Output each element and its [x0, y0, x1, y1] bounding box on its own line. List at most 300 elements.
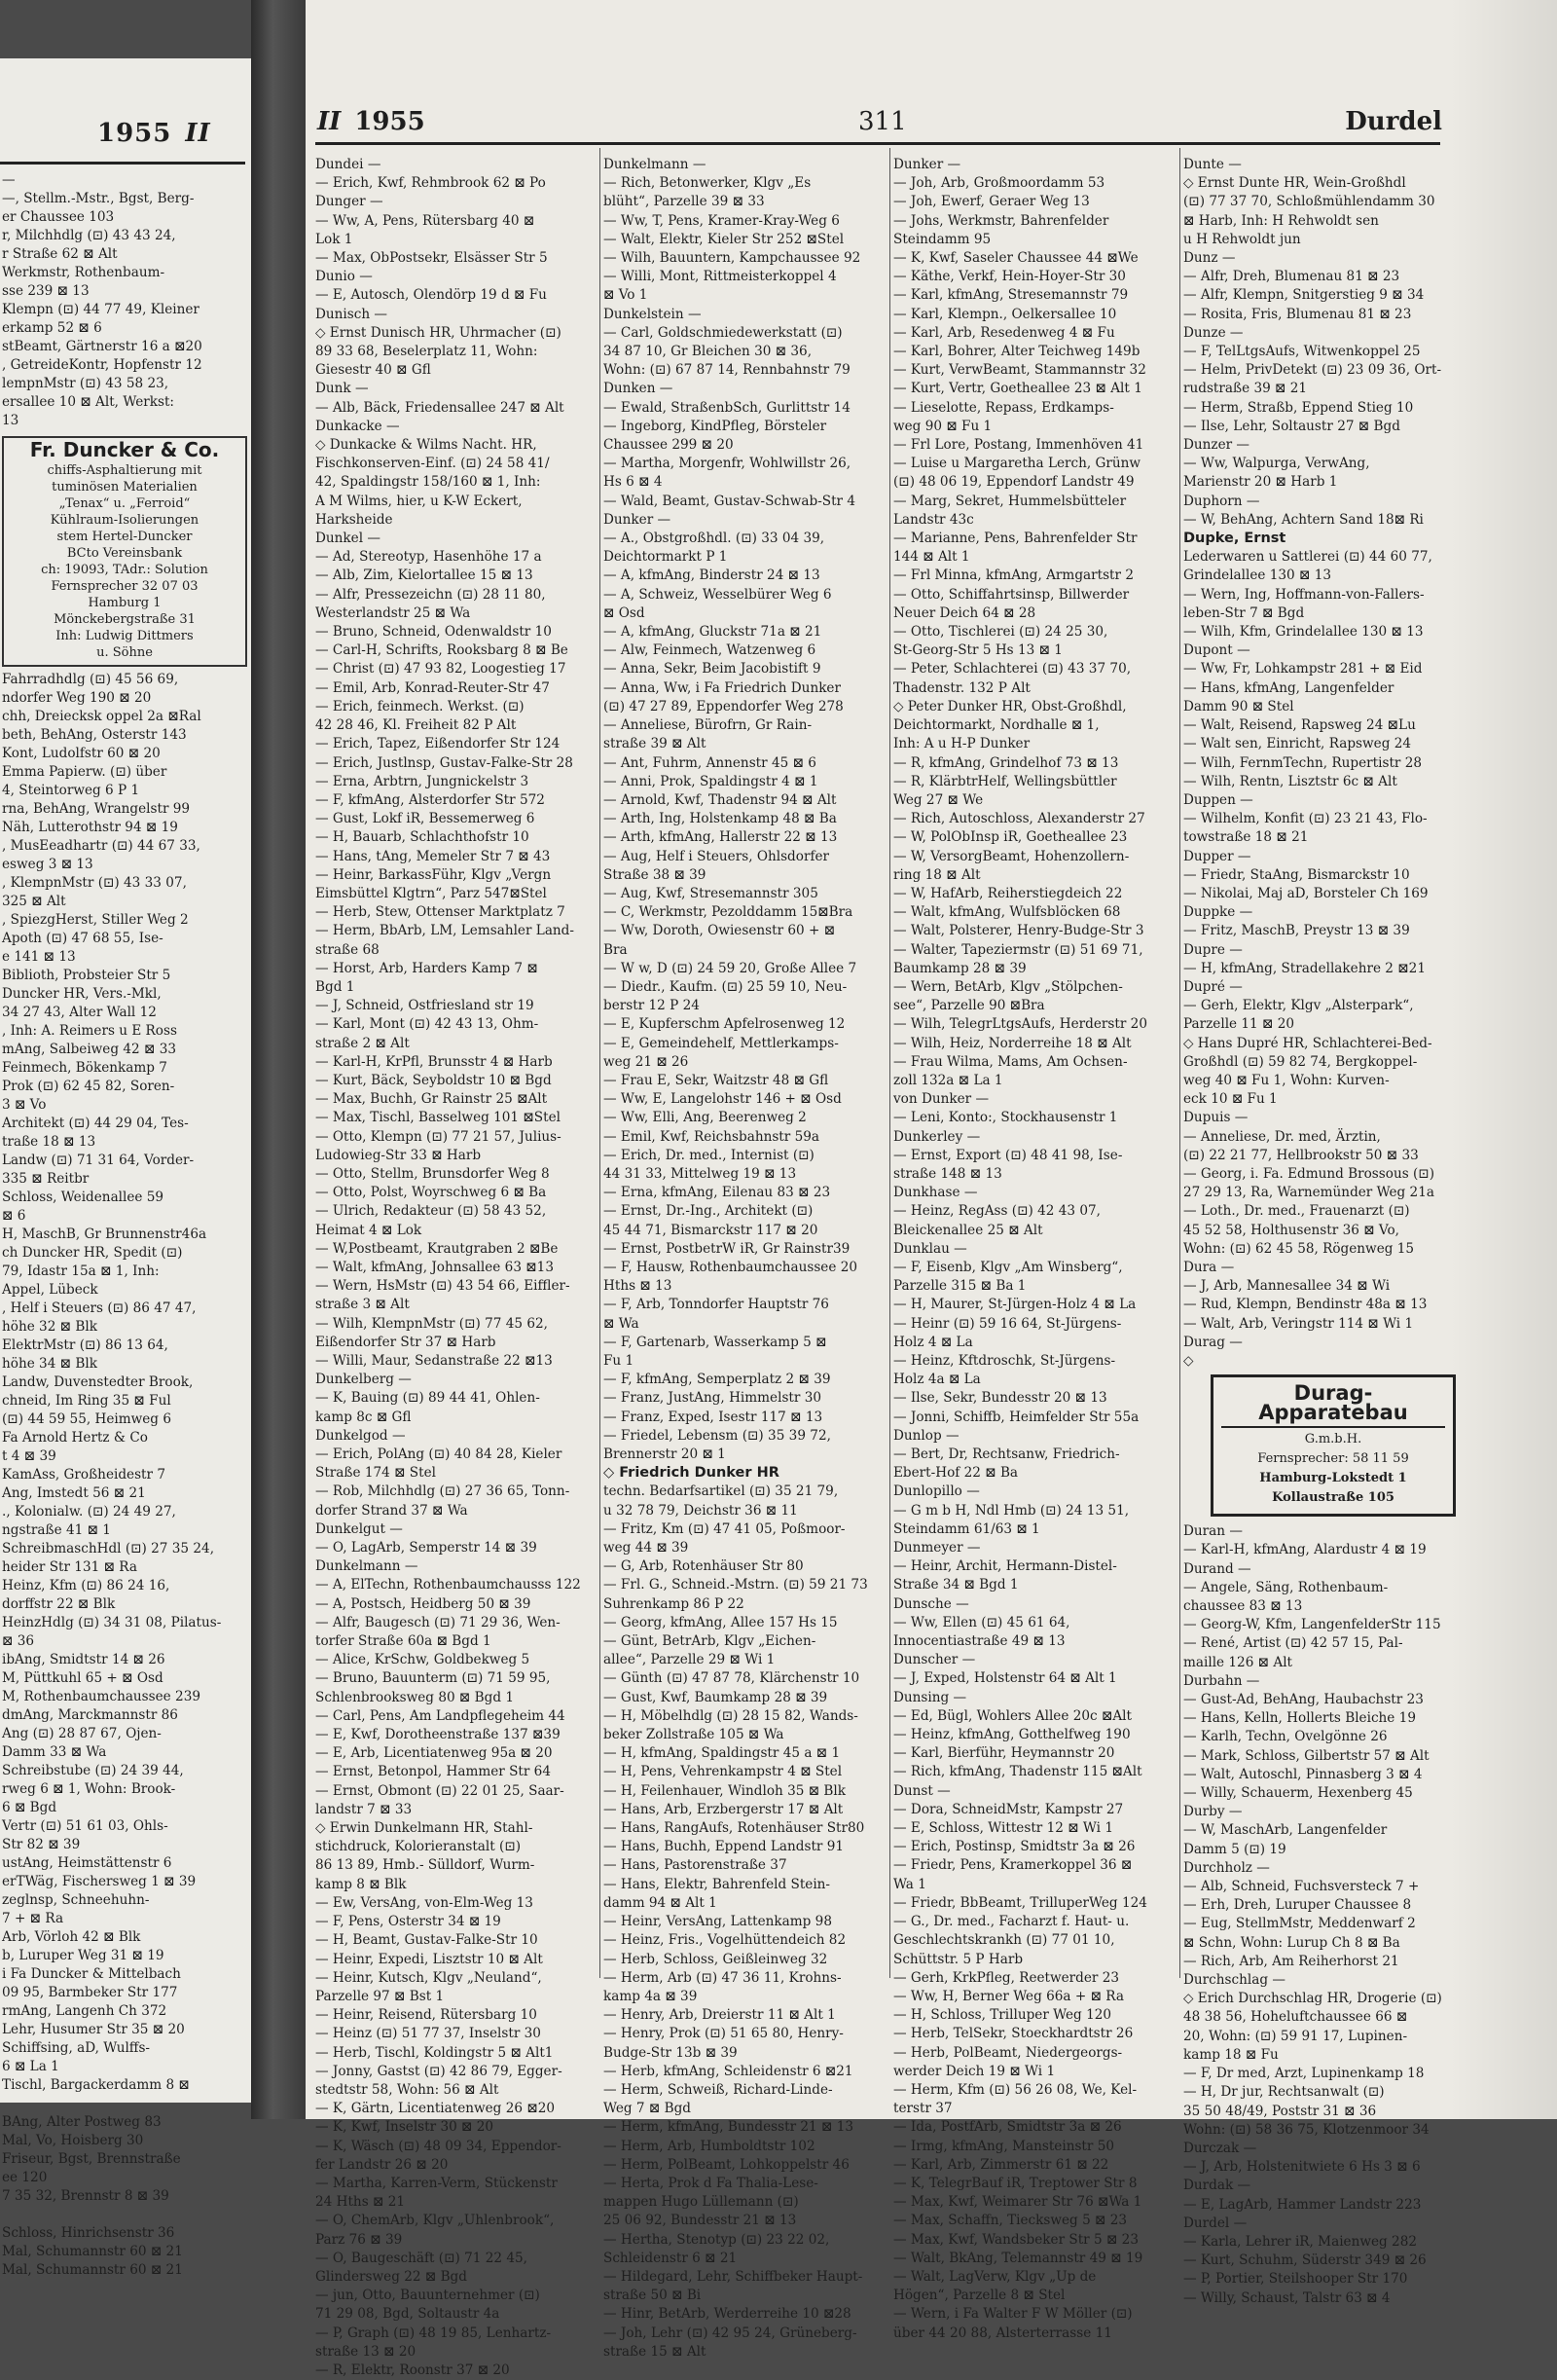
- directory-entry: — F, kfmAng, Semperplatz 2 ⊠ 39: [603, 1372, 831, 1388]
- directory-entry: — Hans, Kelln, Hollerts Bleiche 19: [1183, 1710, 1416, 1727]
- directory-entry: — Max, Kwf, Wandsbeker Str 5 ⊠ 23: [893, 2231, 1139, 2248]
- directory-entry: — Hans, tAng, Memeler Str 7 ⊠ 43: [315, 848, 551, 864]
- directory-entry: blüht“, Parzelle 39 ⊠ 33: [603, 194, 765, 210]
- directory-entry: Marienstr 20 ⊠ Harb 1: [1183, 474, 1338, 491]
- directory-entry: torfer Straße 60a ⊠ Bgd 1: [315, 1633, 491, 1650]
- directory-entry: — Max, Buchh, Gr Rainstr 25 ⊠Alt: [315, 1091, 548, 1108]
- directory-entry: — Walt, Autoschl, Pinnasberg 3 ⊠ 4: [1183, 1766, 1423, 1782]
- directory-entry: — Friedel, Lebensm (⊡) 35 39 72,: [603, 1427, 831, 1444]
- directory-entry: 71 29 08, Bgd, Soltaustr 4a: [315, 2306, 500, 2323]
- directory-entry: — Frl. G., Schneid.-Mstrn. (⊡) 59 21 73: [603, 1577, 868, 1593]
- directory-entry: Parzelle 11 ⊠ 20: [1183, 1016, 1295, 1033]
- directory-entry: — W, HafArb, Reiherstiegdeich 22: [893, 885, 1123, 901]
- directory-entry: — Karl, Bierführ, Heymannstr 20: [893, 1745, 1115, 1762]
- directory-entry: — Herm, PolBeamt, Lohkoppelstr 46: [603, 2156, 850, 2173]
- directory-entry: Durchholz —: [1183, 1859, 1270, 1876]
- directory-line: ersallee 10 ⊠ Alt, Werkst:: [2, 394, 174, 410]
- directory-entry: Eißendorfer Str 37 ⊠ Harb: [315, 1334, 496, 1350]
- directory-line: 335 ⊠ Reitbr: [2, 1171, 90, 1187]
- directory-entry: — Ww, H, Berner Weg 66a + ⊠ Ra: [893, 1988, 1124, 2004]
- directory-entry: — Hans, RangAufs, Rotenhäuser Str80: [603, 1820, 865, 1837]
- previous-page-year: 1955: [97, 119, 172, 148]
- directory-entry: — Alw, Feinmech, Watzenweg 6: [603, 642, 816, 659]
- directory-line: , GetreideKontr, Hopfenstr 12: [2, 357, 202, 373]
- directory-entry: — Herb, Tischl, Koldingstr 5 ⊠ Alt1: [315, 2044, 554, 2061]
- durag-ad-street: Kollaustraße 105: [1272, 1490, 1394, 1506]
- directory-entry: Thadenstr. 132 P Alt: [893, 679, 1031, 696]
- directory-entry: Baumkamp 28 ⊠ 39: [893, 960, 1027, 976]
- directory-entry: — Heinr, Expedi, Lisztstr 10 ⊠ Alt: [315, 1951, 543, 1967]
- directory-entry: 89 33 68, Beselerplatz 11, Wohn:: [315, 344, 538, 360]
- duncker-ad-lines: [8, 462, 241, 661]
- directory-entry: — Walter, Tapeziermstr (⊡) 51 69 71,: [893, 941, 1143, 958]
- directory-entry: Dupré —: [1183, 978, 1243, 995]
- directory-entry: — Walt, Arb, Veringstr 114 ⊠ Wi 1: [1183, 1315, 1414, 1332]
- directory-line: Mal, Schumannstr 60 ⊠ 21: [2, 2262, 183, 2278]
- duncker-ad-name: Fr. Duncker & Co.: [29, 438, 220, 461]
- directory-entry: von Dunker —: [893, 1091, 990, 1108]
- directory-entry: — Martha, Morgenfr, Wohlwillstr 26,: [603, 456, 851, 472]
- directory-entry: — R, kfmAng, Grindelhof 73 ⊠ 13: [893, 754, 1119, 771]
- directory-line: beth, BehAng, Osterstr 143: [2, 727, 187, 743]
- directory-entry: Durag —: [1183, 1334, 1243, 1350]
- directory-line: —, Stellm.-Mstr., Bgst, Berg-: [2, 191, 195, 206]
- directory-entry: — A, Schweiz, Wesselbürer Weg 6: [603, 586, 832, 603]
- directory-entry: — Karl, kfmAng, Stresemannstr 79: [893, 287, 1129, 304]
- page-header: [306, 107, 1557, 142]
- directory-entry: — Ernst, Export (⊡) 48 41 98, Ise-: [893, 1147, 1123, 1163]
- directory-line: 325 ⊠ Alt: [2, 894, 66, 909]
- directory-entry: 45 52 58, Holthusenstr 36 ⊠ Vo,: [1183, 1222, 1399, 1238]
- directory-entry: — Ad, Stereotyp, Hasenhöhe 17 a: [315, 549, 542, 566]
- directory-entry: Dunio —: [315, 269, 373, 285]
- directory-line: stBeamt, Gärtnerstr 16 a ⊠20: [2, 339, 202, 354]
- directory-entry: — Wilh, TelegrLtgsAufs, Herderstr 20: [893, 1016, 1147, 1033]
- directory-entry: — Herm, Straßb, Eppend Stieg 10: [1183, 399, 1414, 416]
- directory-entry: — Alfr, Klempn, Snitgerstieg 9 ⊠ 34: [1183, 287, 1425, 304]
- directory-entry: — Rich, Arb, Am Reiherhorst 21: [1183, 1953, 1399, 1969]
- directory-entry: berstr 12 P 24: [603, 998, 700, 1014]
- directory-entry: — Herb, TelSekr, Stoeckhardtstr 26: [893, 2026, 1134, 2042]
- directory-entry: — Emil, Kwf, Reichsbahnstr 59a: [603, 1128, 819, 1145]
- directory-entry: — Otto, Schiffahrtsinsp, Billwerder: [893, 586, 1130, 603]
- directory-entry: — E, Kupferschm Apfelrosenweg 12: [603, 1016, 846, 1033]
- directory-entry: — Rud, Klempn, Bendinstr 48a ⊠ 13: [1183, 1297, 1428, 1313]
- directory-entry: — Heinr, Archit, Hermann-Distel-: [893, 1558, 1117, 1575]
- directory-entry: — J, Schneid, Ostfriesland str 19: [315, 998, 534, 1014]
- directory-line: r, Milchhdlg (⊡) 43 43 24,: [2, 228, 176, 243]
- directory-entry: — Joh, Lehr (⊡) 42 95 24, Grüneberg-: [603, 2325, 857, 2341]
- directory-entry: — Walt, Elektr, Kieler Str 252 ⊠Stel: [603, 231, 845, 247]
- page-number: 311: [858, 107, 907, 136]
- directory-entry: — Arnold, Kwf, Thadenstr 94 ⊠ Alt: [603, 791, 837, 808]
- directory-entry: — Aug, Helf i Steuers, Ohlsdorfer: [603, 848, 830, 864]
- directory-entry: Bgd 1: [315, 978, 355, 995]
- directory-line: Kont, Ludolfstr 60 ⊠ 20: [2, 746, 161, 761]
- directory-entry: maille 126 ⊠ Alt: [1183, 1654, 1293, 1670]
- directory-entry: ring 18 ⊠ Alt: [893, 866, 981, 883]
- directory-entry: Wohn: (⊡) 67 87 14, Rennbahnstr 79: [603, 362, 851, 379]
- directory-entry: weg 90 ⊠ Fu 1: [893, 418, 993, 434]
- directory-entry: — Wilh, Heiz, Norderreihe 18 ⊠ Alt: [893, 1035, 1132, 1051]
- directory-entry: — Gerh, KrkPfleg, Reetwerder 23: [893, 1969, 1120, 1986]
- directory-entry: — Ww, E, Langelohstr 146 + ⊠ Osd: [603, 1091, 842, 1108]
- directory-entry: — K, Kwf, Saseler Chaussee 44 ⊠We: [893, 250, 1139, 267]
- directory-entry: Holz 4 ⊠ La: [893, 1334, 973, 1350]
- directory-line: 13: [2, 413, 19, 428]
- directory-entry: Dunkerley —: [893, 1128, 981, 1145]
- directory-entry: — Alfr, Dreh, Blumenau 81 ⊠ 23: [1183, 269, 1400, 285]
- directory-entry: — Herb, Stew, Ottenser Marktplatz 7: [315, 904, 565, 921]
- directory-entry: — Herm, Arb (⊡) 47 36 11, Krohns-: [603, 1969, 842, 1986]
- directory-entry: — Günt, BetrArb, Klgv „Eichen-: [603, 1633, 816, 1650]
- directory-entry: — Ww, T, Pens, Kramer-Kray-Weg 6: [603, 212, 840, 229]
- directory-entry: Brennerstr 20 ⊠ 1: [603, 1446, 726, 1463]
- directory-entry: — Erich, feinmech. Werkst. (⊡): [315, 698, 525, 714]
- directory-entry: Hs 6 ⊠ 4: [603, 474, 663, 491]
- directory-entry: — O, Baugeschäft (⊡) 71 22 45,: [315, 2250, 527, 2266]
- directory-entry: — Ulrich, Redakteur (⊡) 58 43 52,: [315, 1203, 547, 1220]
- previous-page-column: [2, 171, 247, 2280]
- book-gutter: [251, 0, 306, 2119]
- directory-line: Duncker HR, Vers.-Mkl,: [2, 986, 162, 1002]
- directory-entry: — Bruno, Schneid, Odenwaldstr 10: [315, 624, 552, 641]
- directory-line: M, Püttkuhl 65 + ⊠ Osd: [2, 1670, 163, 1686]
- directory-entry: Großhdl (⊡) 59 82 74, Bergkoppel-: [1183, 1053, 1418, 1070]
- directory-line: , MusEeadhartr (⊡) 44 67 33,: [2, 838, 200, 854]
- directory-entry: Steindamm 61/63 ⊠ 1: [893, 1520, 1040, 1537]
- page-edge-shade: [1450, 0, 1557, 2119]
- directory-entry: Dunken —: [603, 381, 673, 397]
- directory-line: (⊡) 44 59 55, Heimweg 6: [2, 1411, 171, 1427]
- directory-entry: — H, kfmAng, Stradellakehre 2 ⊠21: [1183, 960, 1426, 976]
- directory-line: esweg 3 ⊠ 13: [2, 857, 93, 872]
- column-divider: [889, 148, 890, 1978]
- directory-entry: (⊡) 47 27 89, Eppendorfer Weg 278: [603, 698, 844, 714]
- directory-entry: — Carl, Goldschmiedewerkstatt (⊡): [603, 324, 843, 341]
- directory-entry: — W w, D (⊡) 24 59 20, Große Allee 7: [603, 960, 857, 976]
- directory-line: 6 ⊠ Bgd: [2, 1800, 57, 1815]
- directory-entry: Dunzer —: [1183, 437, 1250, 454]
- directory-entry: — Carl-H, Schrifts, Rooksbarg 8 ⊠ Be: [315, 642, 568, 659]
- directory-entry: Duphorn —: [1183, 493, 1260, 509]
- directory-entry: straße 3 ⊠ Alt: [315, 1297, 410, 1313]
- directory-entry: — Herm, BbArb, LM, Lemsahler Land-: [315, 923, 574, 939]
- directory-entry: 44 31 33, Mittelweg 19 ⊠ 13: [603, 1165, 797, 1182]
- directory-line: Lehr, Husumer Str 35 ⊠ 20: [2, 2022, 185, 2037]
- directory-entry: — Wilhelm, Konfit (⊡) 23 21 43, Flo-: [1183, 811, 1428, 827]
- directory-line: Arb, Vörloh 42 ⊠ Blk: [2, 1929, 141, 1945]
- directory-entry: Dunger —: [315, 194, 383, 210]
- directory-entry: — Franz, Exped, Isestr 117 ⊠ 13: [603, 1409, 823, 1425]
- directory-entry: — P, Graph (⊡) 48 19 85, Lenhartz-: [315, 2325, 552, 2341]
- directory-entry: — Alb, Zim, Kielortallee 15 ⊠ 13: [315, 568, 533, 584]
- directory-entry: — H, Möbelhdlg (⊡) 28 15 82, Wands-: [603, 1707, 858, 1724]
- directory-line: ustAng, Heimstättenstr 6: [2, 1855, 172, 1871]
- directory-entry: — F, Eisenb, Klgv „Am Winsberg“,: [893, 1259, 1123, 1275]
- directory-entry: ◇ Hans Dupré HR, Schlachterei-Bed-: [1183, 1035, 1432, 1051]
- directory-entry: Dupont —: [1183, 642, 1250, 659]
- directory-entry: — René, Artist (⊡) 42 57 15, Pal-: [1183, 1635, 1403, 1652]
- directory-entry: — Walt, LagVerw, Klgv „Up de: [893, 2268, 1097, 2285]
- directory-entry: — Karla, Lehrer iR, Maienweg 282: [1183, 2233, 1418, 2250]
- directory-entry: St-Georg-Str 5 Hs 13 ⊠ 1: [893, 642, 1063, 659]
- directory-line: 3 ⊠ Vo: [2, 1097, 47, 1113]
- directory-entry: — Diedr., Kaufm. (⊡) 25 59 10, Neu-: [603, 978, 848, 995]
- durag-advertisement: [1211, 1374, 1456, 1517]
- directory-entry: — A, kfmAng, Binderstr 24 ⊠ 13: [603, 568, 820, 584]
- directory-entry: — E, Autosch, Olendörp 19 d ⊠ Fu: [315, 287, 547, 304]
- directory-entry: leben-Str 7 ⊠ Bgd: [1183, 604, 1305, 621]
- directory-entry: Dunmeyer —: [893, 1540, 981, 1556]
- directory-entry: — Mark, Schloss, Gilbertstr 57 ⊠ Alt: [1183, 1747, 1430, 1764]
- directory-line: Str 82 ⊠ 39: [2, 1837, 81, 1852]
- directory-entry: Duppen —: [1183, 791, 1253, 808]
- header-keyword: Durdel: [1345, 107, 1442, 136]
- column-4-entries-bottom: [1183, 1522, 1462, 2308]
- directory-entry: — Heinr (⊡) 59 16 64, St-Jürgens-: [893, 1315, 1122, 1332]
- directory-entry: — K, TelegrBauf iR, Treptower Str 8: [893, 2175, 1138, 2191]
- directory-entry: 34 87 10, Gr Bleichen 30 ⊠ 36,: [603, 344, 813, 360]
- directory-entry: — jun, Otto, Bauunternehmer (⊡): [315, 2288, 540, 2304]
- directory-entry: Weg 27 ⊠ We: [893, 791, 984, 808]
- directory-entry: — Walt, Polsterer, Henry-Budge-Str 3: [893, 923, 1144, 939]
- directory-entry: — O, ChemArb, Klgv „Uhlenbrook“,: [315, 2213, 555, 2229]
- directory-line: , KlempnMstr (⊡) 43 33 07,: [2, 875, 187, 891]
- directory-line: Näh, Lutterothstr 94 ⊠ 19: [2, 820, 178, 835]
- directory-entry: 42, Spaldingstr 158/160 ⊠ 1, Inh:: [315, 474, 541, 491]
- directory-line: Schloss, Weidenallee 59: [2, 1190, 164, 1205]
- directory-entry: — Marg, Sekret, Hummelsbütteler: [893, 493, 1127, 509]
- directory-line: Biblioth, Probsteier Str 5: [2, 968, 171, 983]
- directory-entry: Dupre —: [1183, 941, 1243, 958]
- directory-entry: Suhrenkamp 86 P 22: [603, 1595, 744, 1612]
- directory-entry: — Heinz, Fris., Vogelhüttendeich 82: [603, 1932, 847, 1949]
- directory-line: dmAng, Marckmannstr 86: [2, 1707, 178, 1723]
- directory-entry: Dunkelberg —: [315, 1372, 412, 1388]
- directory-entry: — Aug, Kwf, Stresemannstr 305: [603, 885, 818, 901]
- directory-entry: — Karl-H, KrPfl, Brunsstr 4 ⊠ Harb: [315, 1053, 553, 1070]
- directory-entry: Schleidenstr 6 ⊠ 21: [603, 2250, 738, 2266]
- directory-line: chh, Dreiecksk oppel 2a ⊠Ral: [2, 709, 201, 724]
- directory-entry: — Karl, Klempn., Oelkersallee 10: [893, 306, 1117, 322]
- directory-line: b, Luruper Weg 31 ⊠ 19: [2, 1948, 164, 1963]
- directory-line: Landw (⊡) 71 31 64, Vorder-: [2, 1153, 195, 1168]
- directory-line: Feinmech, Bökenkamp 7: [2, 1060, 167, 1076]
- directory-entry: Heimat 4 ⊠ Lok: [315, 1222, 422, 1238]
- directory-entry: Dundei —: [315, 157, 381, 172]
- directory-entry: ◇ Ernst Dunisch HR, Uhrmacher (⊡): [315, 324, 561, 341]
- directory-entry: Durczak —: [1183, 2140, 1257, 2156]
- directory-entry: Fu 1: [603, 1353, 634, 1369]
- directory-entry: — G m b H, Ndl Hmb (⊡) 24 13 51,: [893, 1502, 1130, 1519]
- directory-entry: Dunze —: [1183, 324, 1244, 341]
- directory-entry: (⊡) 48 06 19, Eppendorf Landstr 49: [893, 474, 1135, 491]
- directory-entry: 45 44 71, Bismarckstr 117 ⊠ 20: [603, 1222, 818, 1238]
- directory-line: Ang, Imstedt 56 ⊠ 21: [2, 1485, 146, 1501]
- directory-entry: — K, Wäsch (⊡) 48 09 34, Eppendor-: [315, 2138, 561, 2154]
- directory-entry: — Käthe, Verkf, Hein-Hoyer-Str 30: [893, 269, 1126, 285]
- directory-entry: — Ww, Walpurga, VerwAng,: [1183, 456, 1370, 472]
- directory-entry: eck 10 ⊠ Fu 1: [1183, 1091, 1278, 1108]
- directory-entry: — Erich, Kwf, Rehmbrook 62 ⊠ Po: [315, 175, 546, 192]
- directory-line: 09 95, Barmbeker Str 177: [2, 1985, 178, 2000]
- directory-entry: — K, Bauing (⊡) 89 44 41, Ohlen-: [315, 1390, 540, 1407]
- directory-entry: — Joh, Arb, Großmoordamm 53: [893, 175, 1105, 192]
- directory-entry: — Heinr, BarkassFühr, Klgv „Vergn: [315, 866, 552, 883]
- directory-entry: — Peter, Schlachterei (⊡) 43 37 70,: [893, 661, 1132, 677]
- directory-entry: — F, Gartenarb, Wasserkamp 5 ⊠: [603, 1334, 827, 1350]
- directory-entry: — Herb, Schloss, Geißleinweg 32: [603, 1951, 828, 1967]
- directory-entry: Ludowieg-Str 33 ⊠ Harb: [315, 1147, 482, 1163]
- directory-entry: — Rob, Milchhdlg (⊡) 27 36 65, Tonn-: [315, 1483, 570, 1500]
- directory-entry: — Hans, Buchh, Eppend Landstr 91: [603, 1839, 845, 1855]
- directory-line: Appel, Lübeck: [2, 1282, 98, 1298]
- previous-page-header-rule: [0, 162, 245, 165]
- directory-entry: Dunz —: [1183, 250, 1236, 267]
- directory-entry: Lok 1: [315, 231, 353, 247]
- directory-entry: ◇ Erich Durchschlag HR, Drogerie (⊡): [1183, 1991, 1442, 2007]
- directory-entry: — Max, Kwf, Weimarer Str 76 ⊠Wa 1: [893, 2194, 1142, 2211]
- directory-entry: — Frau E, Sekr, Waitzstr 48 ⊠ Gfl: [603, 1072, 829, 1088]
- previous-page-volume: II: [185, 119, 211, 148]
- directory-entry: Dura —: [1183, 1259, 1235, 1275]
- directory-entry: — Karl, Arb, Zimmerstr 61 ⊠ 22: [893, 2156, 1109, 2173]
- directory-entry: — Kurt, VerwBeamt, Stammannstr 32: [893, 362, 1146, 379]
- directory-entry: — W, BehAng, Achtern Sand 18⊠ Ri: [1183, 511, 1424, 528]
- directory-entry: werder Deich 19 ⊠ Wi 1: [893, 2063, 1056, 2079]
- directory-line: 6 ⊠ La 1: [2, 2059, 59, 2074]
- directory-entry: — K, Gärtn, Licentiatenweg 26 ⊠20: [315, 2101, 556, 2117]
- directory-line: ⊠ 6: [2, 1208, 26, 1224]
- directory-line: rweg 6 ⊠ 1, Wohn: Brook-: [2, 1781, 176, 1797]
- directory-entry: Parzelle 315 ⊠ Ba 1: [893, 1278, 1027, 1295]
- directory-line: Tischl, Bargackerdamm 8 ⊠: [2, 2077, 190, 2093]
- directory-entry: — Anneliese, Dr. med, Ärztin,: [1183, 1128, 1381, 1145]
- directory-entry: — E, Kwf, Dorotheenstraße 137 ⊠39: [315, 1727, 561, 1743]
- directory-entry: — Wern, BetArb, Klgv „Stölpchen-: [893, 978, 1123, 995]
- directory-entry: — Jonni, Schiffb, Heimfelder Str 55a: [893, 1409, 1140, 1425]
- directory-entry: kamp 8 ⊠ Blk: [315, 1876, 407, 1892]
- directory-page: [306, 0, 1557, 2378]
- directory-entry: Eimsbüttel Klgtrn“, Parz 547⊠Stel: [315, 885, 547, 901]
- directory-entry: — Willi, Mont, Rittmeisterkoppel 4: [603, 269, 837, 285]
- directory-entry: — Fritz, MaschB, Preystr 13 ⊠ 39: [1183, 923, 1410, 939]
- ad-line: Kühlraum-Isolierungen: [50, 513, 199, 528]
- ad-line: Fernsprecher 32 07 03: [51, 579, 199, 594]
- directory-entry: — A, kfmAng, Gluckstr 71a ⊠ 21: [603, 624, 822, 641]
- directory-line: e 141 ⊠ 13: [2, 949, 76, 965]
- durag-ad-name: Durag-Apparatebau: [1221, 1383, 1445, 1428]
- directory-entry: Westerlandstr 25 ⊠ Wa: [315, 604, 471, 621]
- directory-entry: — Otto, Klempn (⊡) 77 21 57, Julius-: [315, 1128, 561, 1145]
- directory-entry: — Anna, Sekr, Beim Jacobistift 9: [603, 661, 821, 677]
- directory-entry: Harksheide: [315, 511, 393, 528]
- directory-entry: — Kurt, Vertr, Goetheallee 23 ⊠ Alt 1: [893, 381, 1142, 397]
- column-divider: [599, 148, 600, 1978]
- previous-page-lines-bottom: [2, 671, 247, 2280]
- directory-entry: — W, MaschArb, Langenfelder: [1183, 1822, 1388, 1839]
- volume-year: 1955: [354, 107, 425, 136]
- directory-entry: ◇ Erwin Dunkelmann HR, Stahl-: [315, 1820, 533, 1837]
- directory-entry: — Emil, Arb, Konrad-Reuter-Str 47: [315, 679, 550, 696]
- directory-line: KamAss, Großheidestr 7: [2, 1467, 165, 1483]
- directory-entry: — Herm, Kfm (⊡) 56 26 08, We, Kel-: [893, 2081, 1138, 2098]
- directory-entry: ◇ Friedrich Dunker HR: [603, 1465, 779, 1482]
- ad-line: stem Hertel-Duncker: [56, 530, 193, 544]
- directory-entry: Geschlechtskrankh (⊡) 77 01 10,: [893, 1932, 1115, 1949]
- directory-line: Fa Arnold Hertz & Co: [2, 1430, 148, 1446]
- ad-line: tuminösen Materialien: [52, 480, 198, 494]
- directory-entry: — Franz, JustAng, Himmelstr 30: [603, 1390, 821, 1407]
- directory-line: ee 120: [2, 2170, 48, 2185]
- directory-line: Fahrradhdlg (⊡) 45 56 69,: [2, 672, 179, 687]
- directory-entry: Dunklau —: [893, 1240, 967, 1257]
- directory-entry: — Anni, Prok, Spaldingstr 4 ⊠ 1: [603, 773, 818, 789]
- directory-entry: — E, Schloss, Wittestr 12 ⊠ Wi 1: [893, 1820, 1113, 1837]
- directory-line: 7 + ⊠ Ra: [2, 1911, 64, 1926]
- directory-entry: Budge-Str 13b ⊠ 39: [603, 2044, 738, 2061]
- directory-entry: 27 29 13, Ra, Warnemünder Weg 21a: [1183, 1185, 1434, 1201]
- directory-entry: Dunkelmann —: [603, 157, 706, 172]
- directory-entry: landstr 7 ⊠ 33: [315, 1801, 413, 1817]
- directory-entry: — Herb, kfmAng, Schleidenstr 6 ⊠21: [603, 2063, 853, 2079]
- directory-entry: straße 2 ⊠ Alt: [315, 1035, 410, 1051]
- directory-entry: stichdruck, Kolorieranstalt (⊡): [315, 1839, 522, 1855]
- directory-line: r Straße 62 ⊠ Alt: [2, 246, 118, 262]
- directory-entry: — Wern, Ing, Hoffmann-von-Fallers-: [1183, 586, 1425, 603]
- directory-entry: — Gust-Ad, BehAng, Haubachstr 23: [1183, 1692, 1424, 1708]
- directory-entry: — Angele, Säng, Rothenbaum-: [1183, 1579, 1389, 1595]
- directory-entry: — H, Schloss, Trilluper Weg 120: [893, 2007, 1112, 2024]
- directory-line: Vertr (⊡) 51 61 03, Ohls-: [2, 1818, 168, 1834]
- directory-entry: Duran —: [1183, 1523, 1243, 1540]
- directory-entry: — Ernst, Dr.-Ing., Architekt (⊡): [603, 1203, 814, 1220]
- directory-entry: — Ww, Elli, Ang, Beerenweg 2: [603, 1110, 807, 1126]
- directory-entry: — Kurt, Bäck, Seyboldstr 10 ⊠ Bgd: [315, 1072, 552, 1088]
- directory-entry: Chaussee 299 ⊠ 20: [603, 437, 734, 454]
- previous-page-header: [97, 119, 211, 148]
- directory-entry: zoll 132a ⊠ La 1: [893, 1072, 1003, 1088]
- directory-entry: 144 ⊠ Alt 1: [893, 549, 970, 566]
- previous-page-lines-top: [2, 171, 247, 430]
- directory-entry: Schlenbrooksweg 80 ⊠ Bgd 1: [315, 1689, 515, 1705]
- directory-entry: — Gust, Kwf, Baumkamp 28 ⊠ 39: [603, 1689, 828, 1705]
- directory-entry: — Heinr, Kutsch, Klgv „Neuland“,: [315, 1969, 542, 1986]
- directory-entry: — W,Postbeamt, Krautgraben 2 ⊠Be: [315, 1240, 559, 1257]
- directory-entry: — Rosita, Fris, Blumenau 81 ⊠ 23: [1183, 306, 1412, 322]
- directory-entry: ⊠ Harb, Inh: H Rehwoldt sen: [1183, 212, 1379, 229]
- directory-entry: — Wilh, FernmTechn, Rupertistr 28: [1183, 754, 1423, 771]
- directory-entry: — Hinr, BetArb, Werderreihe 10 ⊠28: [603, 2306, 851, 2323]
- directory-entry: — A., Obstgroßhdl. (⊡) 33 04 39,: [603, 531, 825, 547]
- directory-line: H, MaschB, Gr Brunnenstr46a: [2, 1227, 207, 1242]
- directory-line: , SpiezgHerst, Stiller Weg 2: [2, 912, 189, 928]
- directory-line: chneid, Im Ring 35 ⊠ Ful: [2, 1393, 171, 1409]
- directory-entry: Dunte —: [1183, 157, 1242, 172]
- directory-entry: — Georg, i. Fa. Edmund Brossous (⊡): [1183, 1165, 1434, 1182]
- directory-entry: — Ernst, Betonpol, Hammer Str 64: [315, 1764, 551, 1780]
- directory-entry: straße 68: [315, 941, 380, 958]
- directory-entry: — H, Dr jur, Rechtsanwalt (⊡): [1183, 2084, 1385, 2101]
- directory-entry: ◇ Dunkacke & Wilms Nacht. HR,: [315, 437, 537, 454]
- directory-entry: — Frl Minna, kfmAng, Armgartstr 2: [893, 568, 1134, 584]
- directory-entry: — J, Arb, Mannesallee 34 ⊠ Wi: [1183, 1278, 1391, 1295]
- directory-entry: — Ilse, Sekr, Bundesstr 20 ⊠ 13: [893, 1390, 1107, 1407]
- directory-entry: stedtstr 58, Wohn: 56 ⊠ Alt: [315, 2081, 499, 2098]
- directory-entry: — Erich, PolAng (⊡) 40 84 28, Kieler: [315, 1446, 562, 1463]
- directory-entry: Glindersweg 22 ⊠ Bgd: [315, 2268, 467, 2285]
